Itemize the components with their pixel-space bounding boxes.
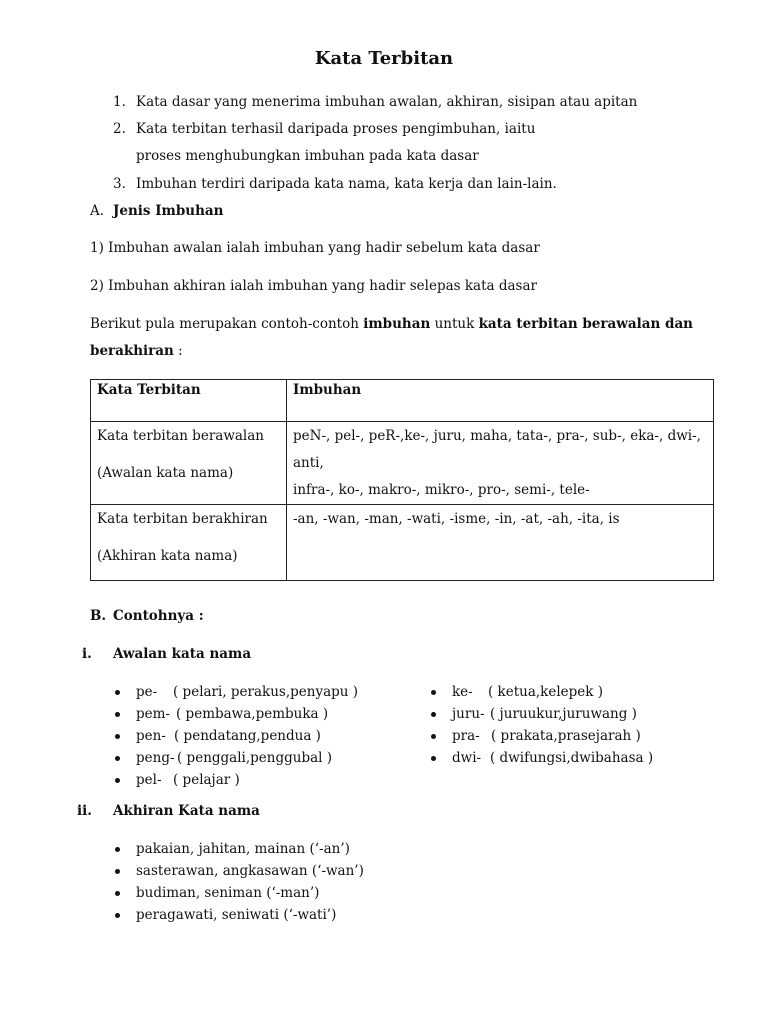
table-cell — [91, 422, 287, 505]
prefix-examples: ( juruukur,juruwang ) — [490, 706, 637, 722]
list-item-text: Kata dasar yang menerima imbuhan awalan, akhiran, sisipan atau apitan — [136, 94, 638, 110]
list-item-text: Kata terbitan terhasil daripada proses pengimbuhan, iaitu — [136, 121, 536, 137]
subsection-marker: i. — [82, 646, 92, 662]
bullet-icon — [431, 756, 436, 761]
table-row — [91, 505, 714, 581]
bullet-icon — [431, 690, 436, 695]
table-row — [91, 422, 714, 505]
prefix-label: dwi- — [452, 750, 482, 766]
paragraph: 1) Imbuhan awalan ialah imbuhan yang hadir sebelum kata dasar — [90, 240, 540, 256]
bullet-icon — [115, 690, 120, 695]
prefix-examples: ( prakata,prasejarah ) — [491, 728, 641, 744]
list-number: 3. — [113, 176, 126, 192]
paragraph: 2) Imbuhan akhiran ialah imbuhan yang hadir selepas kata dasar — [90, 278, 537, 294]
cell-line: Kata terbitan berakhiran — [97, 511, 268, 527]
cell-line: -an, -wan, -man, -wati, -isme, -in, -at, -ah, -ita, is — [293, 511, 620, 527]
paragraph — [90, 316, 693, 332]
bullet-icon — [431, 712, 436, 717]
bullet-icon — [115, 778, 120, 783]
table-header-row — [91, 380, 714, 422]
prefix-examples: ( ketua,kelepek ) — [488, 684, 604, 700]
paragraph-text: : — [173, 343, 183, 359]
bullet-icon — [115, 734, 120, 739]
prefix-examples: ( pembawa,pembuka ) — [176, 706, 329, 722]
prefix-examples: ( dwifungsi,dwibahasa ) — [490, 750, 654, 766]
bullet-icon — [115, 847, 120, 852]
bullet-icon — [115, 869, 120, 874]
cell-line: infra-, ko-, makro-, mikro-, pro-, semi-, tele- — [293, 482, 590, 498]
bullet-icon — [431, 734, 436, 739]
cell-line: (Awalan kata nama) — [97, 465, 234, 481]
list-item-text: Imbuhan terdiri daripada kata nama, kata kerja dan lain-lain. — [136, 176, 557, 192]
prefix-label: ke- — [452, 684, 473, 700]
prefix-label: juru- — [452, 706, 485, 722]
subsection-heading: Akhiran Kata nama — [113, 803, 260, 819]
prefix-examples: ( penggali,penggubal ) — [177, 750, 333, 766]
list-item-text-continued: proses menghubungkan imbuhan pada kata dasar — [136, 148, 479, 164]
paragraph — [90, 343, 183, 359]
imbuhan-table — [90, 379, 714, 581]
paragraph-text: Berikut pula merupakan contoh-contoh — [90, 316, 364, 332]
prefix-label: pel- — [136, 772, 162, 788]
section-heading: Jenis Imbuhan — [113, 203, 224, 219]
subsection-heading: Awalan kata nama — [113, 646, 252, 662]
bullet-icon — [115, 891, 120, 896]
table-cell — [287, 505, 714, 581]
list-item: budiman, seniman (‘-man’) — [136, 885, 320, 901]
prefix-label: pem- — [136, 706, 170, 722]
list-item: peragawati, seniwati (‘-wati’) — [136, 907, 337, 923]
bullet-icon — [115, 712, 120, 717]
section-heading: Contohnya : — [113, 608, 204, 624]
prefix-examples: ( pelajar ) — [173, 772, 240, 788]
table-cell — [91, 505, 287, 581]
subsection-marker: ii. — [77, 803, 92, 819]
page-title: Kata Terbitan — [314, 48, 454, 69]
table-header-cell: Imbuhan — [287, 380, 714, 422]
list-number: 2. — [113, 121, 126, 137]
section-marker: B. — [90, 608, 107, 624]
paragraph-bold-text: berakhiran — [90, 343, 174, 359]
table-header-cell: Kata Terbitan — [91, 380, 287, 422]
prefix-label: pen- — [136, 728, 166, 744]
paragraph-bold-text: kata terbitan berawalan dan — [478, 316, 694, 332]
prefix-examples: ( pelari, perakus,penyapu ) — [173, 684, 359, 700]
cell-line: (Akhiran kata nama) — [97, 548, 238, 564]
cell-line: Kata terbitan berawalan — [97, 428, 264, 444]
paragraph-bold-text: imbuhan — [363, 316, 431, 332]
prefix-label: peng- — [136, 750, 175, 766]
prefix-label: pra- — [452, 728, 480, 744]
list-number: 1. — [113, 94, 126, 110]
bullet-icon — [115, 913, 120, 918]
bullet-icon — [115, 756, 120, 761]
section-marker: A. — [90, 203, 105, 219]
table-cell — [287, 422, 714, 505]
prefix-label: pe- — [136, 684, 158, 700]
prefix-examples: ( pendatang,pendua ) — [174, 728, 321, 744]
list-item: sasterawan, angkasawan (‘-wan’) — [136, 863, 364, 879]
list-item: pakaian, jahitan, mainan (‘-an’) — [136, 841, 350, 857]
paragraph-text: untuk — [430, 316, 479, 332]
cell-line: peN-, pel-, peR-,ke-, juru, maha, tata-, pra-, sub-, eka-, dwi-, anti, — [293, 428, 701, 471]
